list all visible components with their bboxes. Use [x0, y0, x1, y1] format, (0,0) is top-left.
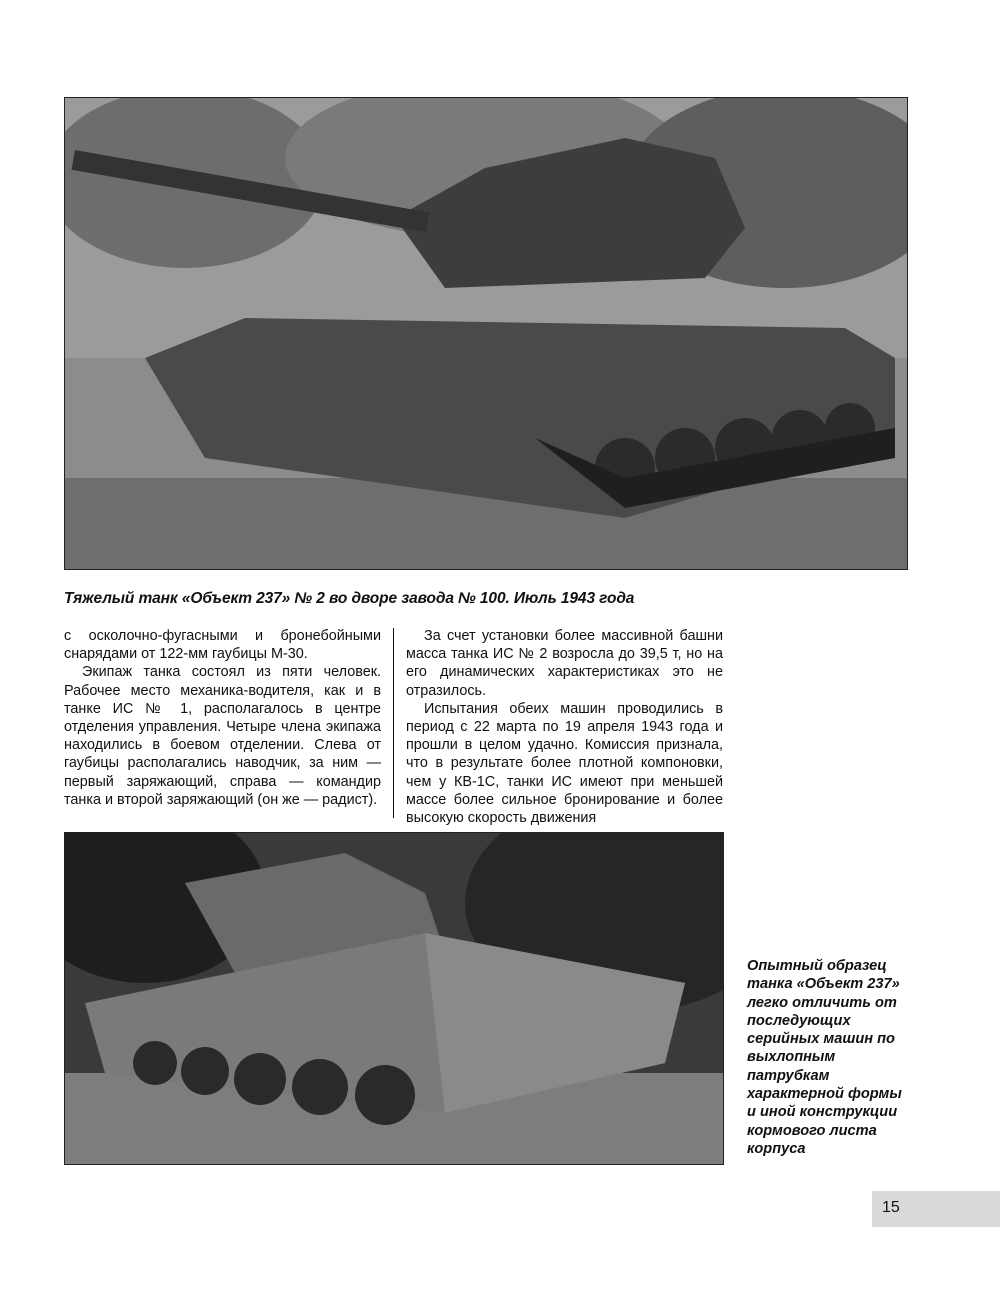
- paragraph: Экипаж танка состоял из пяти человек. Рабочее место механика-водителя, как и в танке ИС № 1, располагалось в центре отделения управления. Четыре члена экипажа находились в боевом отделении. Слева от гаубицы располагались наводчик, за ним — первый заряжающий, справа — командир танка и второй заряжающий (он же — радист).: [64, 664, 381, 808]
- tank-photo-bottom-illustration: [65, 833, 723, 1164]
- photo-caption-top: Тяжелый танк «Объект 237» № 2 во дворе завода № 100. Июль 1943 года: [64, 590, 635, 607]
- text-column-left: [64, 627, 381, 809]
- tank-photo-top: [64, 97, 908, 570]
- paragraph: с осколочно-фугасными и бронебойными снарядами от 122-мм гаубицы М-30.: [64, 628, 381, 663]
- paragraph: За счет установки более массивной башни масса танка ИС № 2 возросла до 39,5 т, но на его динамических характеристиках это не отразилось.: [406, 628, 723, 699]
- text-column-right: [406, 627, 723, 827]
- column-divider: [393, 628, 394, 818]
- page-number: 15: [882, 1199, 900, 1216]
- tank-photo-bottom: [64, 832, 724, 1165]
- paragraph: Испытания обеих машин проводились в период с 22 марта по 19 апреля 1943 года и прошли в целом удачно. Комиссия признала, что в результате более плотной компоновки, чем у КВ-1С, танки ИС имеют при меньшей массе более сильное бронирование и более высокую скорость движения: [406, 700, 723, 827]
- tank-photo-top-illustration: [65, 98, 907, 569]
- photo-caption-bottom: Опытный образец танка «Объект 237» легко отличить от последующих серийных машин по выхлопным патрубкам характерной формы и иной конструкции кормового листа корпуса: [747, 958, 902, 1157]
